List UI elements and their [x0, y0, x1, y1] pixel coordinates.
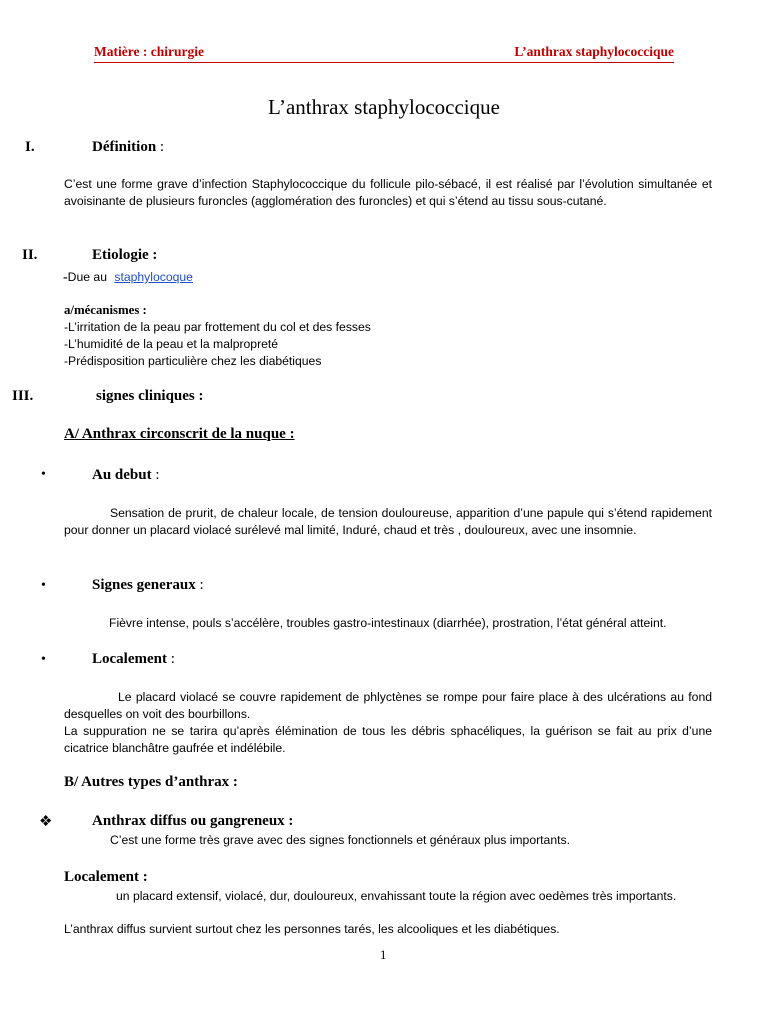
section-3-number: III. — [12, 388, 34, 404]
mechanisms-list — [64, 319, 371, 370]
section-2-number: II. — [22, 247, 38, 263]
page-title: L’anthrax staphylococcique — [268, 95, 500, 119]
mechanisms-heading: a/mécanismes : — [64, 303, 147, 317]
header-subject: Matière : chirurgie — [94, 44, 204, 59]
definition-paragraph: C’est une forme grave d’infection Staphylococcique du follicule pilo-sébacé, il est réalisé par l’évolution simultanée et avoisinante de plusieurs furoncles (agglomération des furoncles) et qui s’étend au tissu sous-cutané. — [64, 177, 712, 208]
localement-heading — [92, 651, 175, 668]
generaux-heading — [92, 577, 204, 594]
generaux-label: Signes generaux — [92, 577, 196, 593]
page-header — [94, 44, 674, 63]
bullet-icon: • — [41, 578, 46, 593]
debut-heading — [92, 467, 160, 484]
localement-label: Localement — [92, 651, 167, 667]
debut-paragraph: Sensation de prurit, de chaleur locale, de tension douloureuse, apparition d’une papule qui s’étend rapidement pour donner un placard violacé surélevé mal limité, Induré, chaud et très , douloureux, avec une insomnie. — [64, 506, 712, 537]
localement2-heading: Localement : — [64, 869, 148, 885]
section-1-number: I. — [25, 139, 35, 155]
mechanism-item: -L’irritation de la peau par frottement du col et des fesses — [64, 320, 371, 334]
subsection-b-heading: B/ Autres types d’anthrax : — [64, 774, 238, 790]
header-topic: L’anthrax staphylococcique — [514, 44, 674, 59]
section-2-heading: Etiologie : — [92, 247, 158, 263]
section-1-heading-colon: : — [156, 139, 165, 155]
subsection-a-heading: A/ Anthrax circonscrit de la nuque : — [64, 426, 295, 442]
generaux-paragraph: Fièvre intense, pouls s’accélère, troubles gastro-intestinaux (diarrhée), prostration, l’état général atteint. — [109, 616, 667, 630]
etiology-due-text: Due au — [67, 270, 111, 284]
generaux-colon: : — [195, 577, 204, 593]
etiology-cause — [63, 268, 193, 286]
diffus-paragraph: C’est une forme très grave avec des signes fonctionnels et généraux plus importants. — [110, 833, 570, 847]
bullet-icon: • — [41, 467, 46, 482]
section-3-heading: signes cliniques : — [96, 388, 204, 404]
page-number: 1 — [380, 948, 387, 962]
etiology-dash: - — [63, 270, 68, 285]
debut-label: Au debut — [92, 467, 152, 483]
diffus-heading: Anthrax diffus ou gangreneux : — [92, 813, 294, 829]
staphylocoque-link[interactable]: staphylocoque — [114, 270, 193, 284]
localement-colon: : — [166, 651, 175, 667]
section-1-heading-text: Définition — [92, 139, 157, 155]
localement-paragraph-1: Le placard violacé se couvre rapidement de phlyctènes se rompe pour faire place à des ulcérations au fond desquelles on voit des bourbillons. — [64, 690, 712, 721]
diamond-bullet-icon: ❖ — [39, 814, 53, 830]
debut-colon: : — [151, 467, 160, 483]
section-1-heading — [92, 139, 164, 156]
mechanism-item: -Prédisposition particulière chez les diabétiques — [64, 354, 322, 368]
localement-paragraph-2: La suppuration ne se tarira qu’après élémination de tous les débris sphacéliques, la guérison se fait au prix d’une cicatrice blanchâtre gaufrée et indélébile. — [64, 724, 712, 755]
localement2-paragraph-2: L’anthrax diffus survient surtout chez les personnes tarés, les alcooliques et les diabétiques. — [64, 922, 560, 936]
localement2-paragraph-1: un placard extensif, violacé, dur, douloureux, envahissant toute la région avec oedèmes très importants. — [116, 889, 677, 903]
bullet-icon: • — [41, 652, 46, 667]
mechanism-item: -L’humidité de la peau et la malpropreté — [64, 337, 279, 351]
